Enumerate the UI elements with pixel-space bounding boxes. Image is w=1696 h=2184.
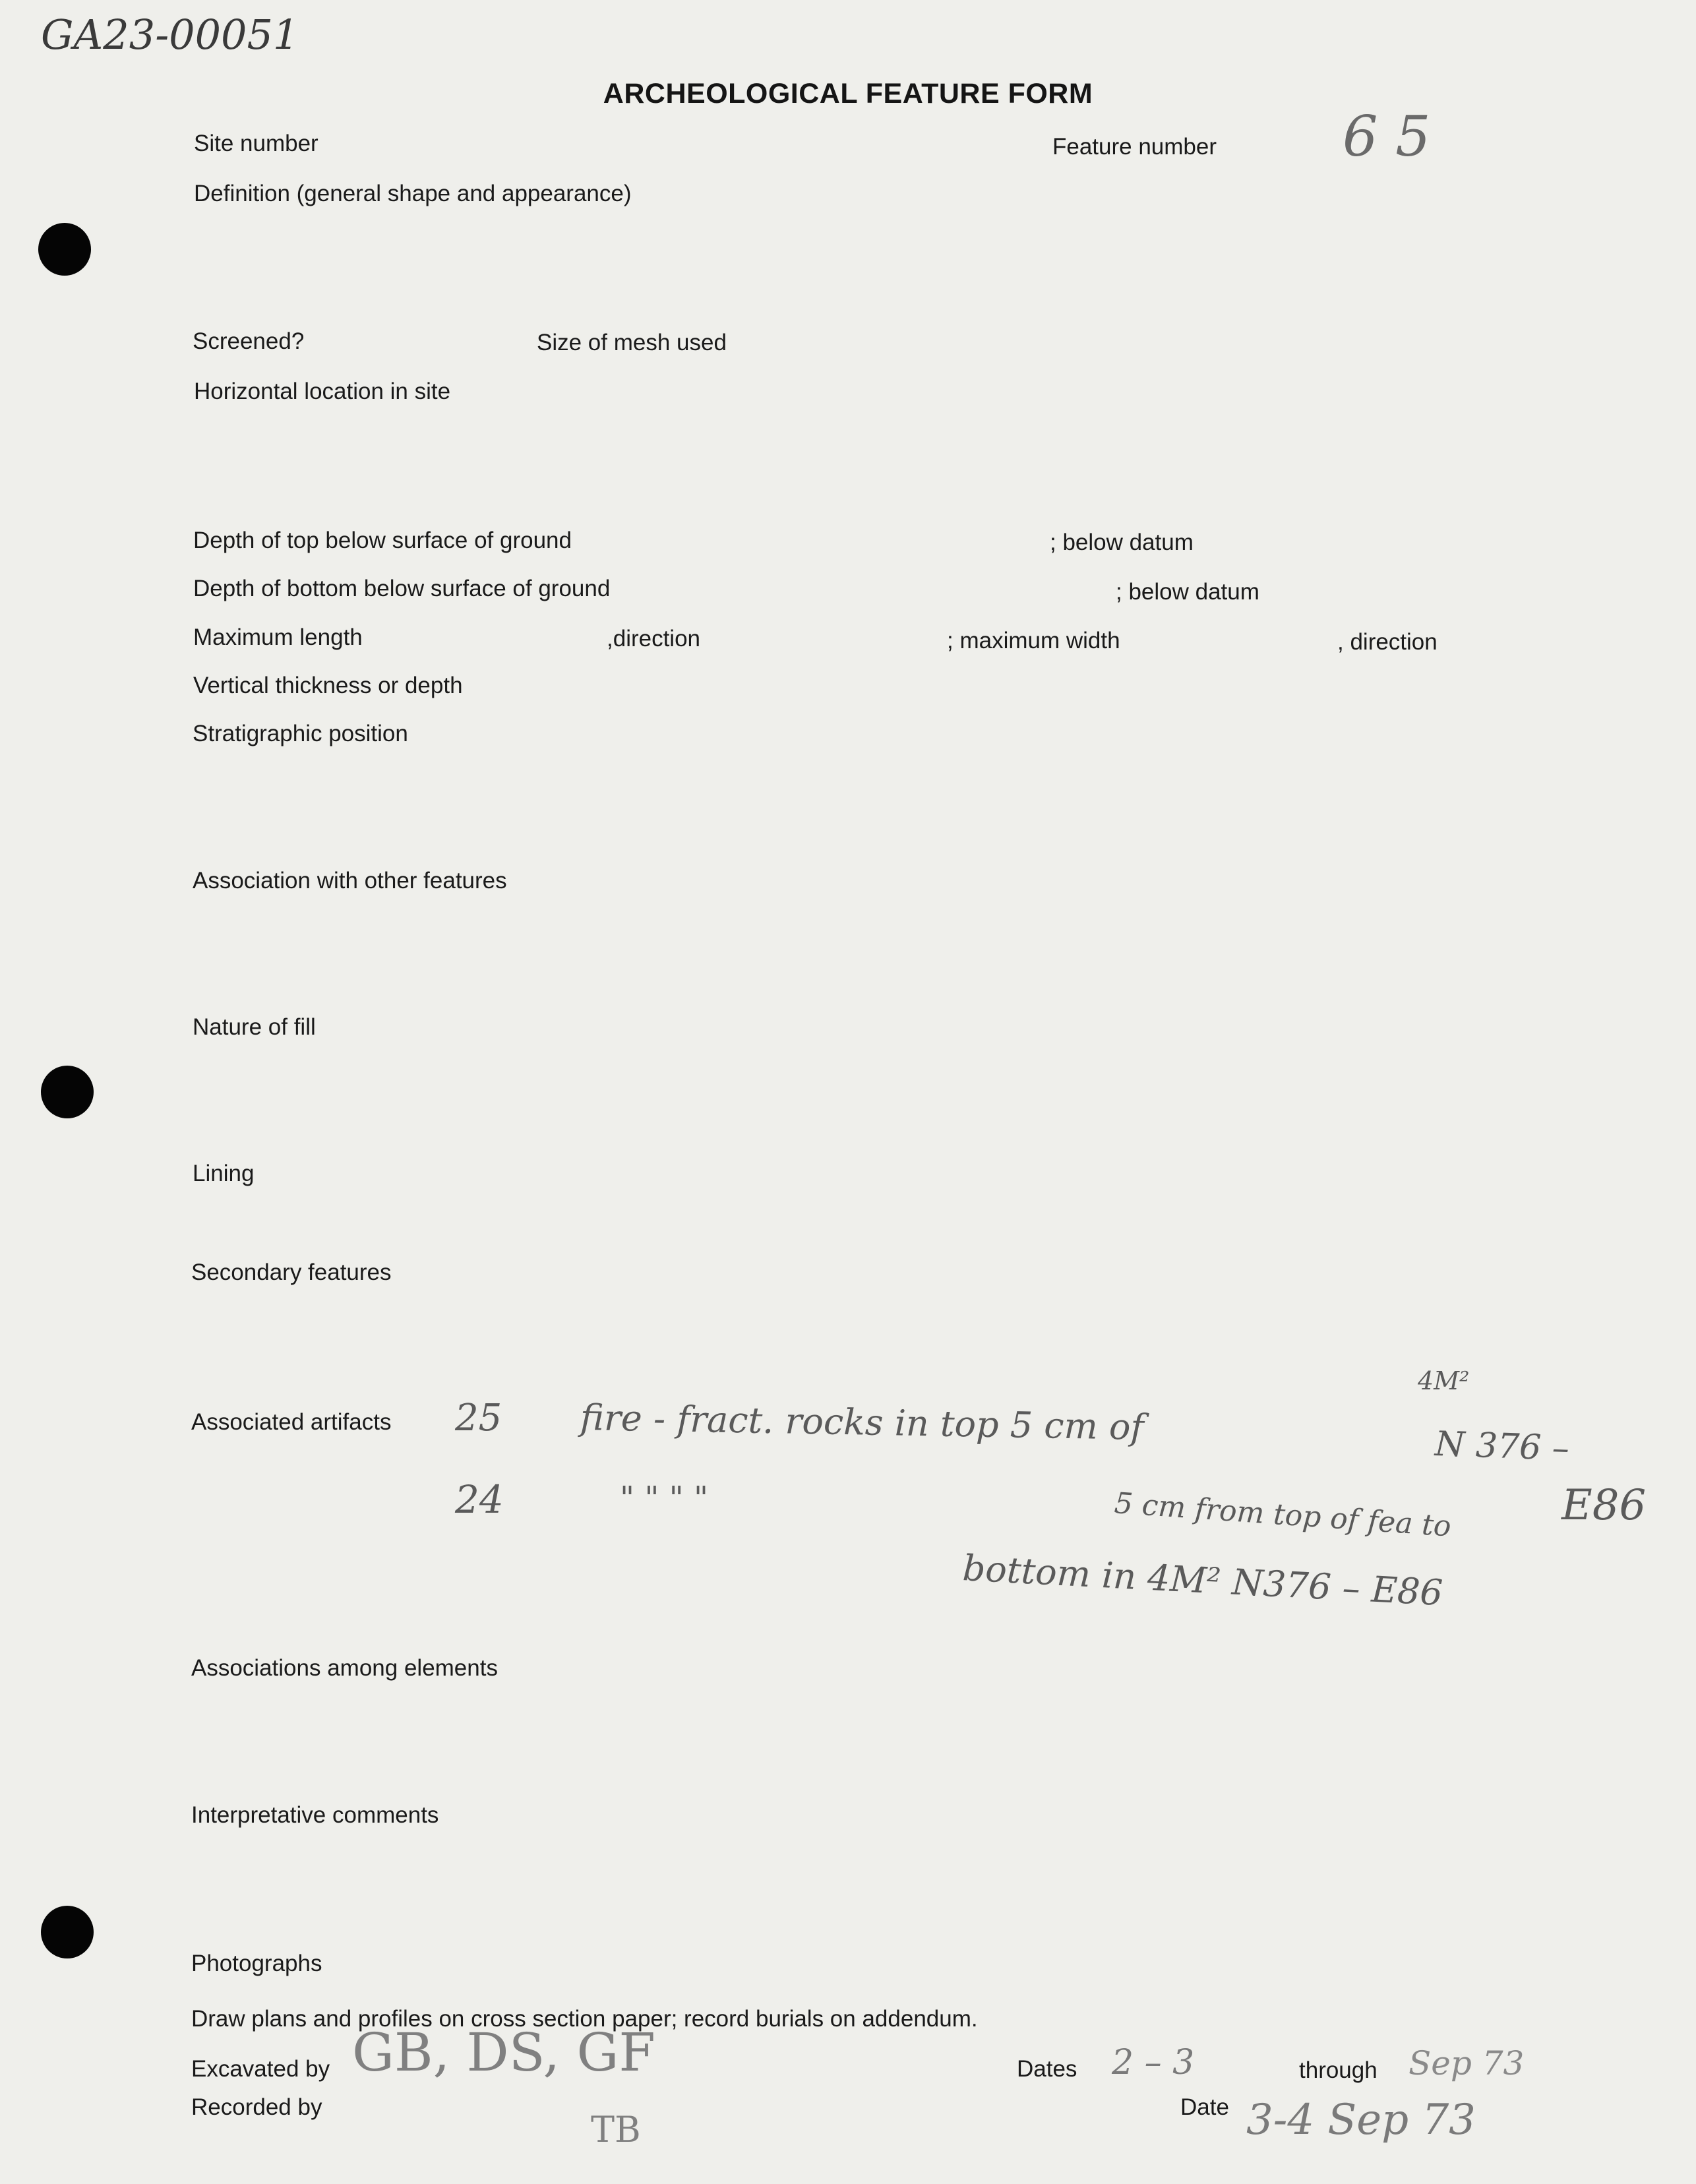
horizontal-location-label: Horizontal location in site (194, 379, 451, 404)
association-features-label: Association with other features (193, 868, 507, 894)
secondary-features-label: Secondary features (191, 1259, 392, 1285)
associated-artifacts-label: Associated artifacts (191, 1409, 392, 1435)
date-value: 3-4 Sep 73 (1246, 2096, 1476, 2144)
mesh-size-label: Size of mesh used (537, 330, 727, 355)
lining-label: Lining (193, 1161, 255, 1186)
instructions-text: Draw plans and profiles on cross section paper; record burials on addendum. (191, 2006, 978, 2032)
associations-among-label: Associations among elements (191, 1655, 498, 1681)
recorded-by-label: Recorded by (191, 2094, 322, 2120)
artifacts-line2-count: 24 (455, 1477, 504, 1522)
date-label: Date (1180, 2094, 1229, 2120)
recorded-by-value: TB (591, 2109, 641, 2150)
interpretative-comments-label: Interpretative comments (191, 1802, 439, 1828)
max-length-label: Maximum length (193, 624, 363, 650)
vertical-thickness-label: Vertical thickness or depth (193, 673, 463, 698)
dates-label: Dates (1017, 2056, 1077, 2082)
direction-label-1: ,direction (607, 626, 701, 652)
archive-id-handwritten: GA23-00051 (41, 11, 299, 59)
direction-label-2: , direction (1337, 629, 1438, 655)
through-value: Sep 73 (1408, 2044, 1525, 2082)
nature-of-fill-label: Nature of fill (193, 1014, 316, 1040)
stratigraphic-position-label: Stratigraphic position (193, 721, 408, 746)
below-datum-label-1: ; below datum (1050, 530, 1194, 555)
photographs-label: Photographs (191, 1951, 322, 1976)
artifacts-line1-coord: N 376 – (1434, 1424, 1570, 1469)
artifacts-line1-text: fire - fract. rocks in top 5 cm of (580, 1397, 1145, 1448)
dates-value: 2 – 3 (1112, 2043, 1195, 2082)
form-title: ARCHEOLOGICAL FEATURE FORM (603, 78, 1093, 109)
feature-number-label: Feature number (1052, 134, 1217, 160)
max-width-label: ; maximum width (947, 628, 1120, 653)
artifacts-line2-text: 5 cm from top of fea to (1113, 1486, 1453, 1544)
binder-hole-middle (41, 1066, 94, 1118)
excavated-by-value: GB, DS, GF (352, 2022, 655, 2083)
binder-hole-top (38, 223, 91, 276)
depth-top-label: Depth of top below surface of ground (193, 528, 572, 553)
artifacts-line2-ditto: " " " " (620, 1480, 709, 1517)
feature-number-value: 6 5 (1343, 104, 1431, 169)
artifacts-line2-coord: E86 (1561, 1481, 1647, 1530)
definition-label: Definition (general shape and appearance) (194, 181, 632, 206)
artifacts-line3-text: bottom in 4M² N376 – E86 (961, 1547, 1444, 1614)
depth-bottom-label: Depth of bottom below surface of ground (193, 576, 611, 601)
binder-hole-bottom (41, 1906, 94, 1958)
artifacts-line1-count: 25 (455, 1397, 502, 1440)
below-datum-label-2: ; below datum (1116, 579, 1259, 605)
excavated-by-label: Excavated by (191, 2056, 330, 2082)
through-label: through (1299, 2057, 1378, 2083)
artifacts-line1-area: 4M² (1418, 1366, 1470, 1395)
screened-label: Screened? (193, 328, 305, 354)
site-number-label: Site number (194, 131, 318, 156)
